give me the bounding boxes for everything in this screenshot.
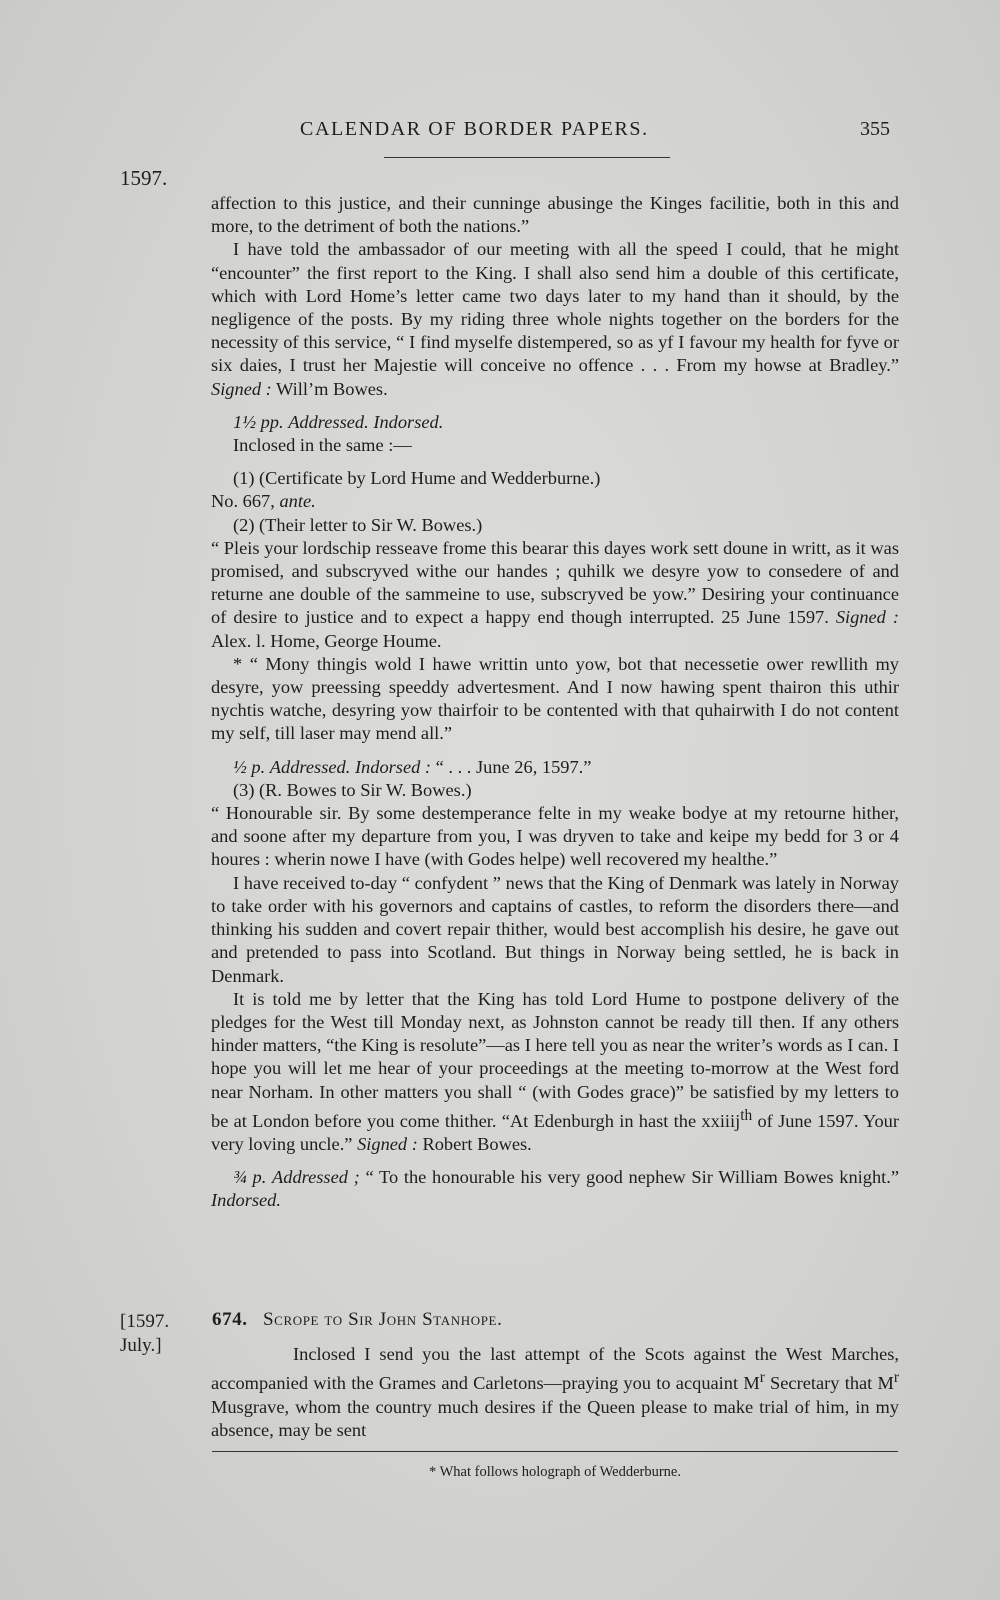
letter-body xyxy=(211,192,899,1213)
running-title: CALENDAR OF BORDER PAPERS. xyxy=(300,118,649,140)
page-number: 355 xyxy=(860,118,890,140)
document-note: ½ p. Addressed. Indorsed : “ . . . June 26, 1597.” xyxy=(233,756,592,777)
margin-year: 1597. xyxy=(120,166,168,190)
paragraph: affection to this justice, and their cunninge abusinge the Kinges facilitie, both in this and more, to the detriment of both the nations.” xyxy=(211,193,899,237)
paragraph: “ Honourable sir. By some destemperance felte in my weake bodye at my retourne hither, and soone after my departure from you, I was dryven to take and keipe my bedd for 3 or 4 houres : wherin nowe I have (with Godes helpe) well recovered my healthe.” xyxy=(211,803,899,870)
inclosure-line: Inclosed in the same :— xyxy=(233,435,412,456)
inclosure-item: (2) (Their letter to Sir W. Bowes.) xyxy=(233,514,483,535)
running-head xyxy=(0,118,1000,148)
paragraph: I have received to-day “ confydent ” news that the King of Denmark was lately in Norway to take order with his governors and captains of castles, to reform the disorders there—and thinking his sudden and covert repair thither, would best accomplish his desire, he gave out and pretended to pass into Scotland. But things in Norway being settled, he is back in Denmark. xyxy=(211,872,899,986)
entry-heading xyxy=(212,1309,502,1331)
paragraph: * “ Mony thingis wold I hawe writtin unto yow, bot that necessetie ower rewllith my desyre, yow preessing speeddy advertesment. And I now hawing spent thairon this uthir nychtis watche, desyring yow thairfoir to be contented with that quhairwith I do not content my self, till laser may mend all.” xyxy=(211,653,899,744)
paragraph: Inclosed I send you the last attempt of the Scots against the West Marches, accompanied with the Grames and Carletons—praying you to acquaint $M^r$ Secretary that $M^r$ Musgrave, whom the country much desires if the Queen please to make trial of him, in my absence, may be sent xyxy=(211,1344,899,1440)
paragraph: “ Pleis your lordschip resseave frome this bearar this dayes work sett doune in writt, as it was promised, and subscryved withe our handes ; quhilk we desyre yow to consedere of and returne ane double of the sammeine to use, subscryved be yow.” Desiring your continuance of desire to justice and to expect a happy end though interrupted. 25 June 1597. Signed : Alex. l. Home, George Houme. xyxy=(211,537,899,651)
entry-title: Scrope to Sir John Stanhope. xyxy=(263,1309,503,1330)
document-note: 1½ pp. Addressed. Indorsed. xyxy=(233,411,444,432)
paragraph: I have told the ambassador of our meeting with all the speed I could, that he might “encounter” the first report to the King. I shall also send him a double of this certificate, which with Lord Home’s letter came two days later to my hand than it should, by the negligence of the posts. By my riding three whole nights together on the borders for the necessity of this service, “ I find myselfe distempered, so as yf I favour my health for fyve or six daies, I trust her Majestie will conceive no offence . . . From my howse at Bradley.” Signed : Will’m Bowes. xyxy=(211,239,899,399)
footnote-rule xyxy=(212,1451,898,1452)
header-rule xyxy=(384,157,670,158)
inclosure-item: (1) (Certificate by Lord Hume and Wedderburne.) xyxy=(233,468,601,489)
entry-number: 674. xyxy=(212,1309,248,1330)
entry-margin-date: [1597. July.] xyxy=(120,1311,170,1356)
entry-body xyxy=(211,1343,899,1442)
cross-reference: No. 667, ante. xyxy=(211,491,316,512)
document-note: ¾ p. Addressed ; “ To the honourable his very good nephew Sir William Bowes knight.” Indorsed. xyxy=(211,1167,900,1211)
paragraph: It is told me by letter that the King has told Lord Hume to postpone delivery of the pledges for the West till Monday next, as Johnston cannot be ready till then. If any others hinder matters, “the King is resolute”—as I here tell you as near the writer’s words as I can. I hope you will let me hear of your proceedings at the meeting to-morrow at the West ford near Norham. In other matters you shall “ (with Godes grace)” be satisfied by my letters to be at London before you come thither. “At Edenburgh in hast the xxiiij$^{th}$ of June 1597. Your very loving uncle.” Signed : Robert Bowes. xyxy=(211,988,899,1155)
footnote: * What follows holograph of Wedderburne. xyxy=(429,1464,681,1480)
inclosure-item: (3) (R. Bowes to Sir W. Bowes.) xyxy=(233,779,472,800)
